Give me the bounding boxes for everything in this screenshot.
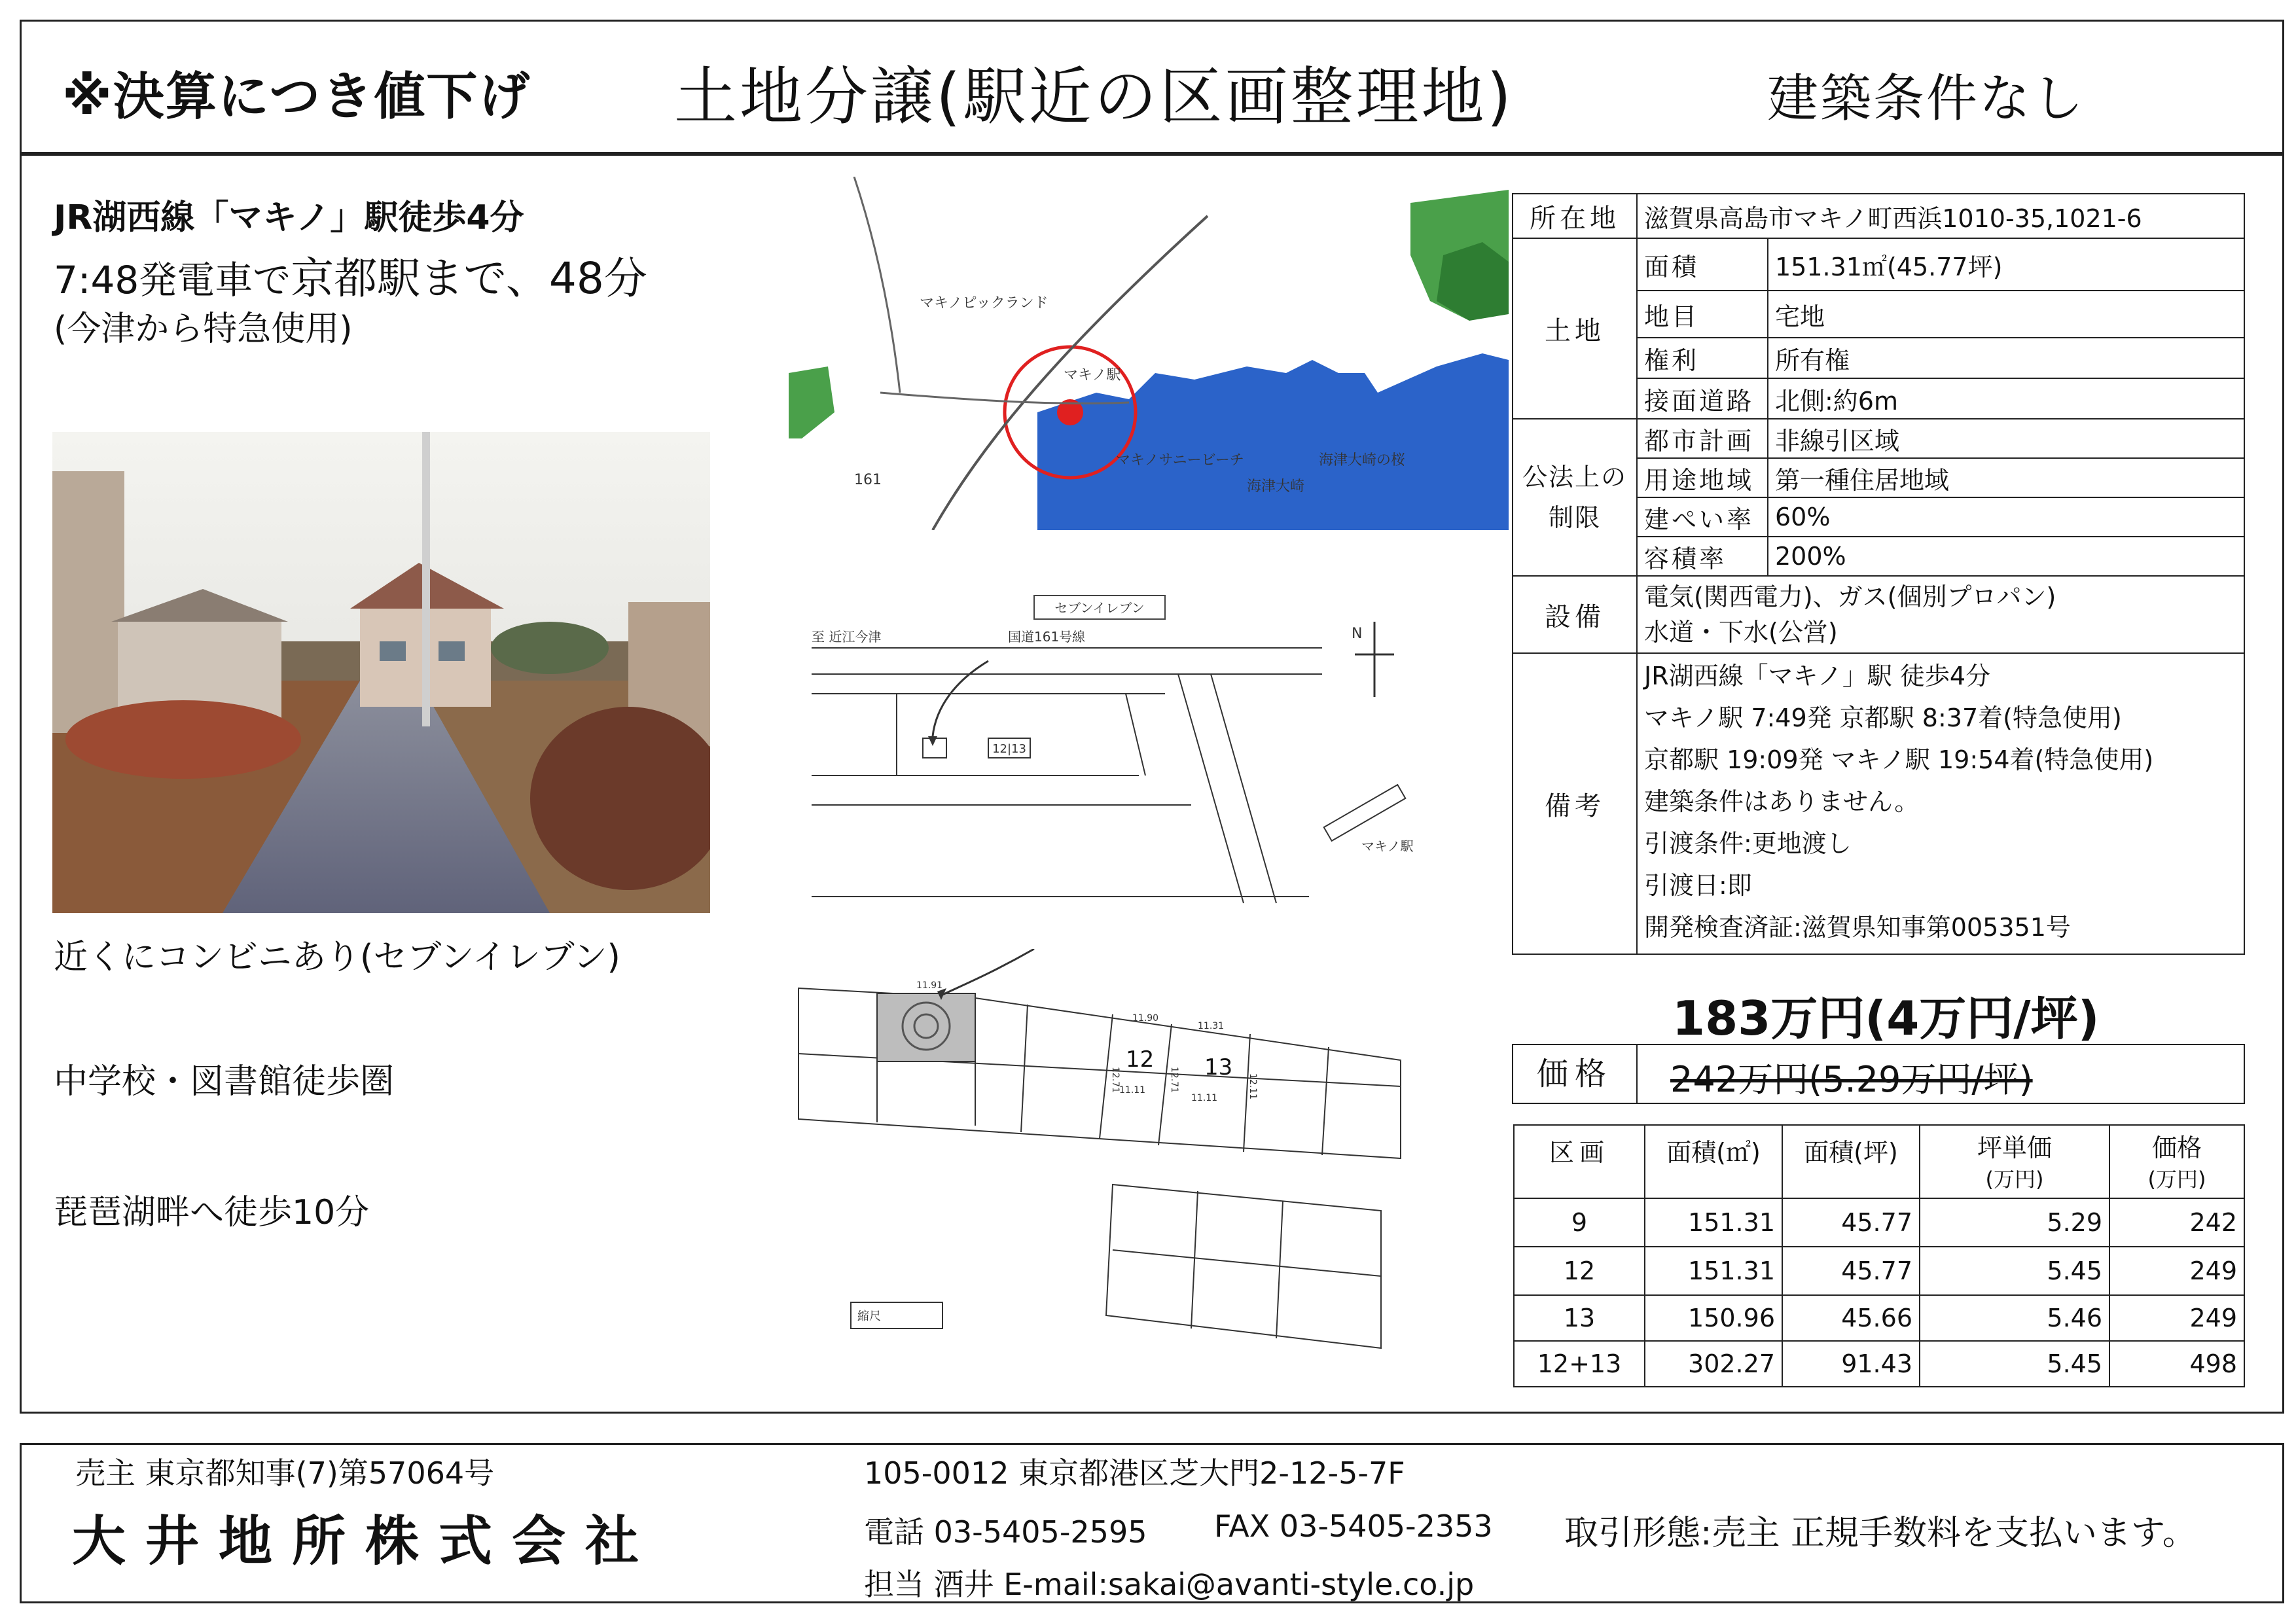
street-photo [52, 432, 710, 913]
area-map [789, 177, 1509, 530]
cell-lot: 12+13 [1514, 1341, 1645, 1387]
price-label: 価格 [1513, 1045, 1638, 1103]
contact-email[interactable]: 担当 酒井 E-mail:sakai@avanti-style.co.jp [864, 1567, 1475, 1602]
route-label: 国道161号線 [1008, 629, 1086, 645]
table-row [1513, 419, 2244, 458]
remark-item: 開発検査済証:滋賀県知事第005351号 [1644, 913, 2071, 942]
table-row [1514, 1295, 2244, 1341]
table-row [1513, 653, 2244, 954]
dim-2: 11.31 [1198, 1021, 1225, 1031]
company-name: 大井地所株式会社 [72, 1510, 659, 1573]
seller-license: 売主 東京都知事(7)第57064号 [75, 1455, 495, 1491]
seven-eleven-label: セブンイレブン [1054, 600, 1145, 616]
price-box [1512, 1044, 2245, 1104]
facility-line-1: 電気(関西電力)、ガス(個別プロパン) [1644, 582, 2056, 611]
law-key: 容積率 [1637, 537, 1768, 576]
note-convenience: 近くにコンビニあり(セブンイレブン) [54, 938, 620, 977]
remark-item: マキノ駅 7:49発 京都駅 8:37着(特急使用) [1644, 704, 2122, 732]
lot-13-label: 13 [1204, 1054, 1233, 1080]
price-table [1513, 1124, 2245, 1387]
access-line-3: (今津から特急使用) [54, 310, 353, 349]
cell-area-m2: 150.96 [1645, 1295, 1782, 1341]
map-label-station: マキノ駅 [1064, 367, 1121, 383]
cell-unit-price: 5.46 [1920, 1295, 2109, 1341]
col-header: 区画 [1514, 1125, 1645, 1198]
table-row [1514, 1341, 2244, 1387]
access-line-2 [54, 243, 647, 306]
remark-item: 京都駅 19:09発 マキノ駅 19:54着(特急使用) [1644, 745, 2154, 774]
company-fax: FAX 03-5405-2353 [1214, 1508, 1493, 1544]
facility-line-2: 水道・下水(公営) [1644, 618, 1838, 647]
law-label-2: 制限 [1548, 503, 1601, 532]
dim-8: 11.91 [916, 980, 943, 991]
lot-12-label: 12 [1126, 1046, 1155, 1073]
remark-item: 引渡条件:更地渡し [1644, 829, 1852, 858]
map-label-sunny-beach: マキノサニービーチ [1116, 452, 1244, 469]
dim-4: 12.71 [1169, 1067, 1179, 1094]
cell-unit-price: 5.45 [1920, 1341, 2109, 1387]
map-label-kaizu-sakura: 海津大崎の桜 [1319, 452, 1406, 469]
law-key: 用途地域 [1637, 458, 1768, 497]
street-map [798, 589, 1440, 923]
dim-5: 12.11 [1247, 1073, 1258, 1100]
cell-area-tsubo: 45.77 [1782, 1247, 1920, 1295]
deal-type: 取引形態:売主 正規手数料を支払います。 [1564, 1514, 2197, 1553]
remark-item: JR湖西線「マキノ」駅 徒歩4分 [1644, 662, 1991, 690]
lots-label: 12|13 [992, 742, 1026, 756]
law-label-1: 公法上の [1522, 463, 1627, 491]
land-value: 所有権 [1768, 338, 2244, 378]
access-line-1: JR湖西線「マキノ」駅徒歩4分 [54, 198, 524, 238]
table-row [1513, 576, 2244, 653]
col-header: 面積(㎡) [1645, 1125, 1782, 1198]
table-row [1514, 1198, 2244, 1247]
cell-price: 498 [2109, 1341, 2244, 1387]
law-label [1513, 419, 1637, 576]
col-header [2109, 1125, 2244, 1198]
cell-price: 249 [2109, 1295, 2244, 1341]
facility-value [1637, 576, 2244, 653]
property-info-table [1512, 193, 2245, 955]
col-header-main: 価格 [2151, 1133, 2202, 1162]
law-key: 都市計画 [1637, 419, 1768, 458]
lot-plan [792, 949, 1420, 1355]
access-line-2-pre: 7:48発電車で [54, 258, 291, 302]
note-school: 中学校・図書館徒歩圏 [54, 1062, 395, 1101]
scale-label: 縮尺 [857, 1310, 881, 1323]
cell-unit-price: 5.29 [1920, 1198, 2109, 1247]
old-price: 242万円(5.29万円/坪) [1670, 1059, 2033, 1100]
company-address: 105-0012 東京都港区芝大門2-12-5-7F [864, 1455, 1405, 1491]
land-value: 北側:約6m [1768, 378, 2244, 419]
remark-item: 引渡日:即 [1644, 871, 1752, 900]
location-label: 所在地 [1513, 194, 1637, 238]
cell-area-tsubo: 91.43 [1782, 1341, 1920, 1387]
dim-7: 11.11 [1191, 1093, 1218, 1103]
access-line-2-big: 京都駅まで、48分 [291, 253, 647, 304]
cell-area-tsubo: 45.77 [1782, 1198, 1920, 1247]
land-key: 接面道路 [1637, 378, 1768, 419]
cell-area-m2: 151.31 [1645, 1198, 1782, 1247]
land-label: 土地 [1513, 238, 1637, 419]
imazu-label: 至 近江今津 [812, 629, 882, 645]
col-header: 面積(坪) [1782, 1125, 1920, 1198]
map-label-makino-pic: マキノピックランド [920, 295, 1049, 312]
note-lake: 琵琶湖畔へ徒歩10分 [54, 1193, 370, 1232]
col-header-unit: (万円) [2147, 1167, 2206, 1192]
cell-area-m2: 151.31 [1645, 1247, 1782, 1295]
remarks-label: 備考 [1513, 653, 1637, 954]
law-value: 非線引区域 [1768, 419, 2244, 458]
cell-lot: 9 [1514, 1198, 1645, 1247]
land-key: 地目 [1637, 291, 1768, 338]
law-value: 60% [1768, 497, 2244, 537]
company-tel: 電話 03-5405-2595 [864, 1514, 1147, 1550]
cell-price: 249 [2109, 1247, 2244, 1295]
remarks-value [1637, 653, 2244, 954]
map-label-route: 161 [854, 472, 882, 488]
station-label: マキノ駅 [1361, 838, 1414, 854]
land-key: 面積 [1637, 238, 1768, 291]
table-row [1513, 238, 2244, 291]
land-value: 宅地 [1768, 291, 2244, 338]
cell-lot: 12 [1514, 1247, 1645, 1295]
page-title: 土地分譲(駅近の区画整理地) [674, 60, 1514, 134]
law-value: 第一種住居地域 [1768, 458, 2244, 497]
remark-item: 建築条件はありません。 [1644, 787, 1920, 816]
col-header-unit: (万円) [1985, 1167, 2044, 1192]
sale-note: ※決算につき値下げ [62, 67, 531, 126]
table-header-row [1514, 1125, 2244, 1198]
location-value: 滋賀県高島市マキノ町西浜1010-35,1021-6 [1637, 194, 2244, 238]
cell-price: 242 [2109, 1198, 2244, 1247]
col-header [1920, 1125, 2109, 1198]
north-label: N [1352, 626, 1363, 642]
land-value: 151.31㎡(45.77坪) [1768, 238, 2244, 291]
condition-label: 建築条件なし [1767, 69, 2086, 128]
table-row [1513, 194, 2244, 238]
new-price: 183万円(4万円/坪) [1672, 991, 2100, 1046]
law-value: 200% [1768, 537, 2244, 576]
dim-3: 12.71 [1110, 1067, 1121, 1094]
facility-label: 設備 [1513, 576, 1637, 653]
table-row [1514, 1247, 2244, 1295]
cell-lot: 13 [1514, 1295, 1645, 1341]
dim-1: 11.90 [1132, 1013, 1159, 1024]
land-key: 権利 [1637, 338, 1768, 378]
map-label-kaizu-osaki: 海津大崎 [1247, 478, 1305, 495]
law-key: 建ぺい率 [1637, 497, 1768, 537]
cell-area-tsubo: 45.66 [1782, 1295, 1920, 1341]
cell-area-m2: 302.27 [1645, 1341, 1782, 1387]
col-header-main: 坪単価 [1977, 1133, 2052, 1162]
cell-unit-price: 5.45 [1920, 1247, 2109, 1295]
dim-6: 11.11 [1119, 1085, 1146, 1096]
